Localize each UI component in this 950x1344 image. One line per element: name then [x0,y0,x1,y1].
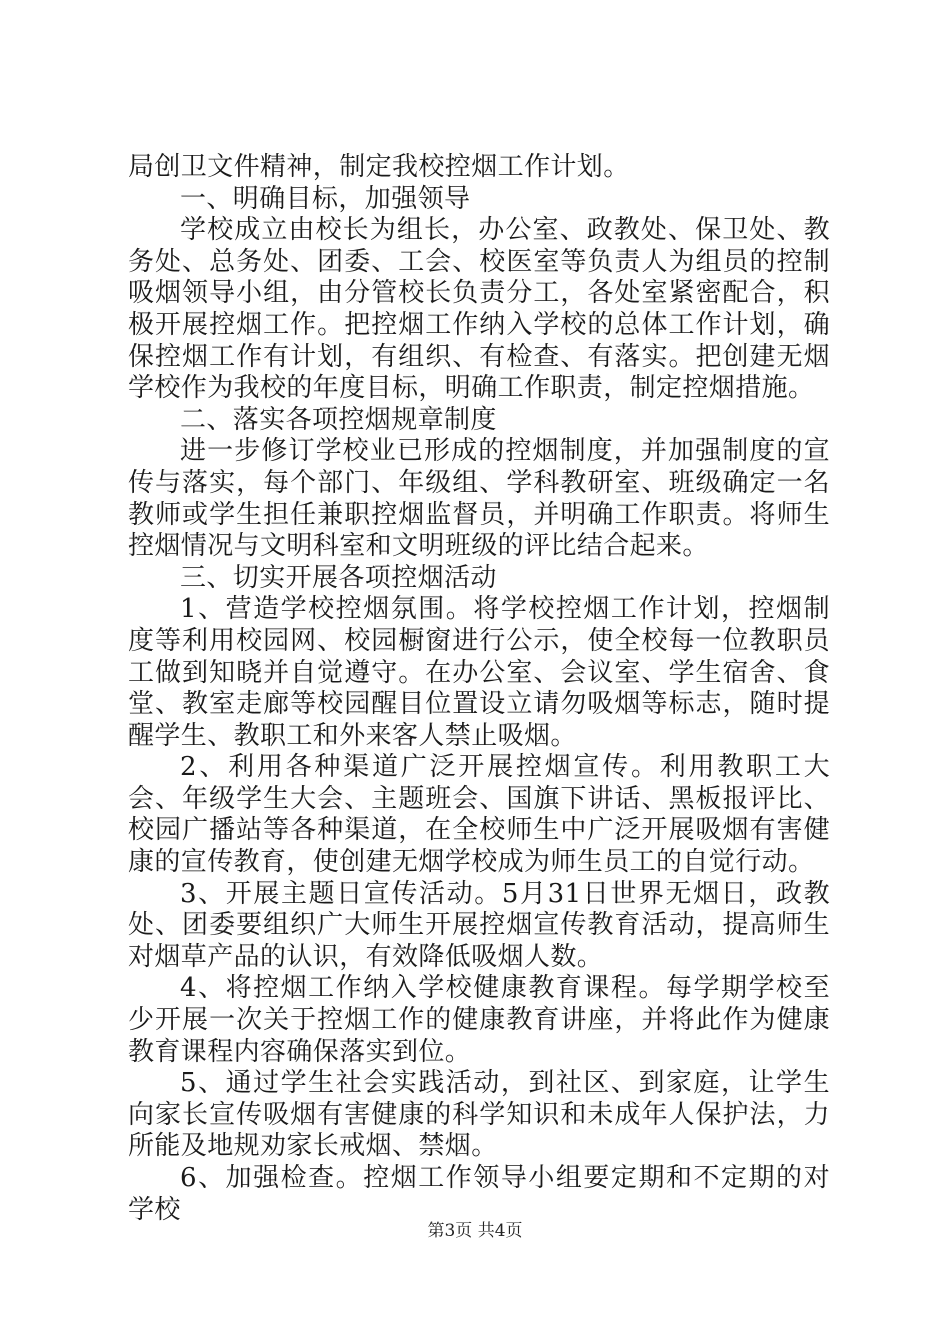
paragraph-item-6: 6、加强检查。控烟工作领导小组要定期和不定期的对学校 [128,1163,830,1225]
paragraph-item-1: 1、营造学校控烟氛围。将学校控烟工作计划，控烟制度等利用校园网、校园橱窗进行公示，使全校每一位教职员工做到知晓并自觉遵守。在办公室、会议室、学生宿舍、食堂、教室走廊等校园醒目位置设立请勿吸烟等标志，随时提醒学生、教职工和外来客人禁止吸烟。 [128,594,830,751]
paragraph-section-1: 学校成立由校长为组长，办公室、政教处、保卫处、教务处、总务处、团委、工会、校医室等负责人为组员的控制吸烟领导小组，由分管校长负责分工，各处室紧密配合，积极开展控烟工作。把控烟工作纳入学校的总体工作计划，确保控烟工作有计划，有组织、有检查、有落实。把创建无烟学校作为我校的年度目标，明确工作职责，制定控烟措施。 [128,215,830,404]
paragraph-intro: 局创卫文件精神，制定我校控烟工作计划。 [128,152,630,182]
heading-section-3: 三、切实开展各项控烟活动 [180,562,497,593]
paragraph-item-5: 5、通过学生社会实践活动，到社区、到家庭，让学生向家长宣传吸烟有害健康的科学知识和未成年人保护法，力所能及地规劝家长戒烟、禁烟。 [128,1068,830,1162]
document-body [128,152,830,1226]
paragraph-item-2: 2、利用各种渠道广泛开展控烟宣传。利用教职工大会、年级学生大会、主题班会、国旗下讲话、黑板报评比、校园广播站等各种渠道，在全校师生中广泛开展吸烟有害健康的宣传教育，使创建无烟学校成为师生员工的自觉行动。 [128,752,830,878]
paragraph-item-3: 3、开展主题日宣传活动。5月31日世界无烟日，政教处、团委要组织广大师生开展控烟宣传教育活动，提高师生对烟草产品的认识，有效降低吸烟人数。 [128,878,830,972]
heading-section-2: 二、落实各项控烟规章制度 [180,404,497,435]
heading-section-1: 一、明确目标，加强领导 [180,183,471,214]
paragraph-item-4: 4、将控烟工作纳入学校健康教育课程。每学期学校至少开展一次关于控烟工作的健康教育讲座，并将此作为健康教育课程内容确保落实到位。 [128,973,830,1067]
page-number-label: 第3页 共4页 [427,1221,523,1241]
paragraph-section-2: 进一步修订学校业已形成的控烟制度，并加强制度的宣传与落实，每个部门、年级组、学科教研室、班级确定一名教师或学生担任兼职控烟监督员，并明确工作职责。将师生控烟情况与文明科室和文明班级的评比结合起来。 [128,436,830,562]
page-footer [0,1216,950,1241]
